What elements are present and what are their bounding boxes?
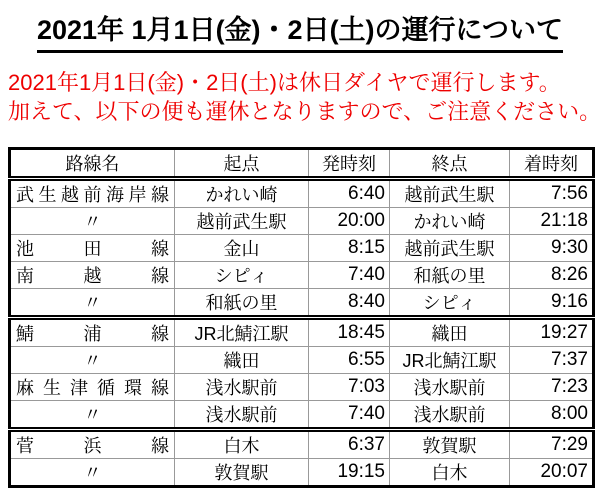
- cell-route-name: 〃: [83, 463, 102, 483]
- cell-origin: 敦賀駅: [175, 459, 309, 487]
- table-row: [10, 235, 594, 262]
- cell-arrival-time: 7:23: [510, 374, 594, 401]
- cell-route-name: 鯖 浦 線: [10, 318, 175, 347]
- table-header-row: [10, 149, 594, 179]
- cell-terminus: シピィ: [390, 289, 510, 318]
- cell-route-name: 麻 生 津 循 環 線: [10, 374, 175, 401]
- cell-terminus: 浅水駅前: [390, 401, 510, 430]
- table-row: [10, 318, 594, 347]
- cell-departure-time: 6:37: [309, 430, 390, 459]
- notice-text: [8, 68, 601, 126]
- cell-route-name: 菅 浜 線: [10, 430, 175, 459]
- cell-origin: 織田: [175, 347, 309, 374]
- cell-origin: 越前武生駅: [175, 208, 309, 235]
- cell-terminus: 越前武生駅: [390, 179, 510, 208]
- cell-origin: 浅水駅前: [175, 374, 309, 401]
- cell-departure-time: 19:15: [309, 459, 390, 487]
- cell-terminus: かれい崎: [390, 208, 510, 235]
- cell-origin: 金山: [175, 235, 309, 262]
- cell-terminus: 織田: [390, 318, 510, 347]
- table-row: [10, 347, 594, 374]
- table-row: [10, 289, 594, 318]
- cell-terminus: 敦賀駅: [390, 430, 510, 459]
- cell-departure-time: 7:40: [309, 401, 390, 430]
- cell-route-name: 池 田 線: [10, 235, 175, 262]
- cell-terminus: 白木: [390, 459, 510, 487]
- cell-arrival-time: 8:26: [510, 262, 594, 289]
- cell-arrival-time: 7:56: [510, 179, 594, 208]
- cell-arrival-time: 8:00: [510, 401, 594, 430]
- cell-departure-time: 7:40: [309, 262, 390, 289]
- cell-departure-time: 8:15: [309, 235, 390, 262]
- table-row: [10, 459, 594, 487]
- cell-departure-time: 18:45: [309, 318, 390, 347]
- cell-arrival-time: 21:18: [510, 208, 594, 235]
- cell-arrival-time: 20:07: [510, 459, 594, 487]
- cell-arrival-time: 19:27: [510, 318, 594, 347]
- cell-origin: かれい崎: [175, 179, 309, 208]
- table-row: [10, 179, 594, 208]
- notice-line-1: 2021年1月1日(金)・2日(土)は休日ダイヤで運行します。: [8, 70, 561, 95]
- cell-origin: シピィ: [175, 262, 309, 289]
- cell-origin: 白木: [175, 430, 309, 459]
- page-title-text: 2021年 1月1日(金)・2日(土)の運行について: [37, 8, 563, 53]
- cell-departure-time: 7:03: [309, 374, 390, 401]
- table-row: [10, 430, 594, 459]
- notice-line-2: 加えて、以下の便も運休となりますので、ご注意ください。: [8, 99, 601, 124]
- table-row: [10, 401, 594, 430]
- page-title: [0, 8, 600, 53]
- cell-origin: JR北鯖江駅: [175, 318, 309, 347]
- header-departure-time: 発時刻: [309, 149, 390, 179]
- cell-departure-time: 6:40: [309, 179, 390, 208]
- table-body: [10, 179, 594, 487]
- cell-route-name: 〃: [10, 289, 175, 318]
- cell-arrival-time: 7:29: [510, 430, 594, 459]
- table-row: [10, 208, 594, 235]
- cell-terminus: 浅水駅前: [390, 374, 510, 401]
- cell-origin: 和紙の里: [175, 289, 309, 318]
- cell-route-name: 南 越 線: [10, 262, 175, 289]
- cell-arrival-time: 7:37: [510, 347, 594, 374]
- header-terminus: 終点: [390, 149, 510, 179]
- cell-terminus: 越前武生駅: [390, 235, 510, 262]
- cell-terminus: 和紙の里: [390, 262, 510, 289]
- suspended-services-table: [8, 147, 595, 488]
- cell-terminus: JR北鯖江駅: [390, 347, 510, 374]
- header-route-name: 路線名: [10, 149, 175, 179]
- cell-origin: 浅水駅前: [175, 401, 309, 430]
- service-notice-flyer: [0, 8, 601, 483]
- cell-departure-time: 6:55: [309, 347, 390, 374]
- header-arrival-time: 着時刻: [510, 149, 594, 179]
- cell-route-name: 〃: [10, 208, 175, 235]
- table-row: [10, 374, 594, 401]
- cell-route-name: 〃: [10, 347, 175, 374]
- header-origin: 起点: [175, 149, 309, 179]
- cell-route-name: 〃: [10, 401, 175, 430]
- cell-arrival-time: 9:30: [510, 235, 594, 262]
- cell-route-name: 武 生 越 前 海 岸 線: [10, 179, 175, 208]
- cell-arrival-time: 9:16: [510, 289, 594, 318]
- cell-departure-time: 20:00: [309, 208, 390, 235]
- cell-departure-time: 8:40: [309, 289, 390, 318]
- table-row: [10, 262, 594, 289]
